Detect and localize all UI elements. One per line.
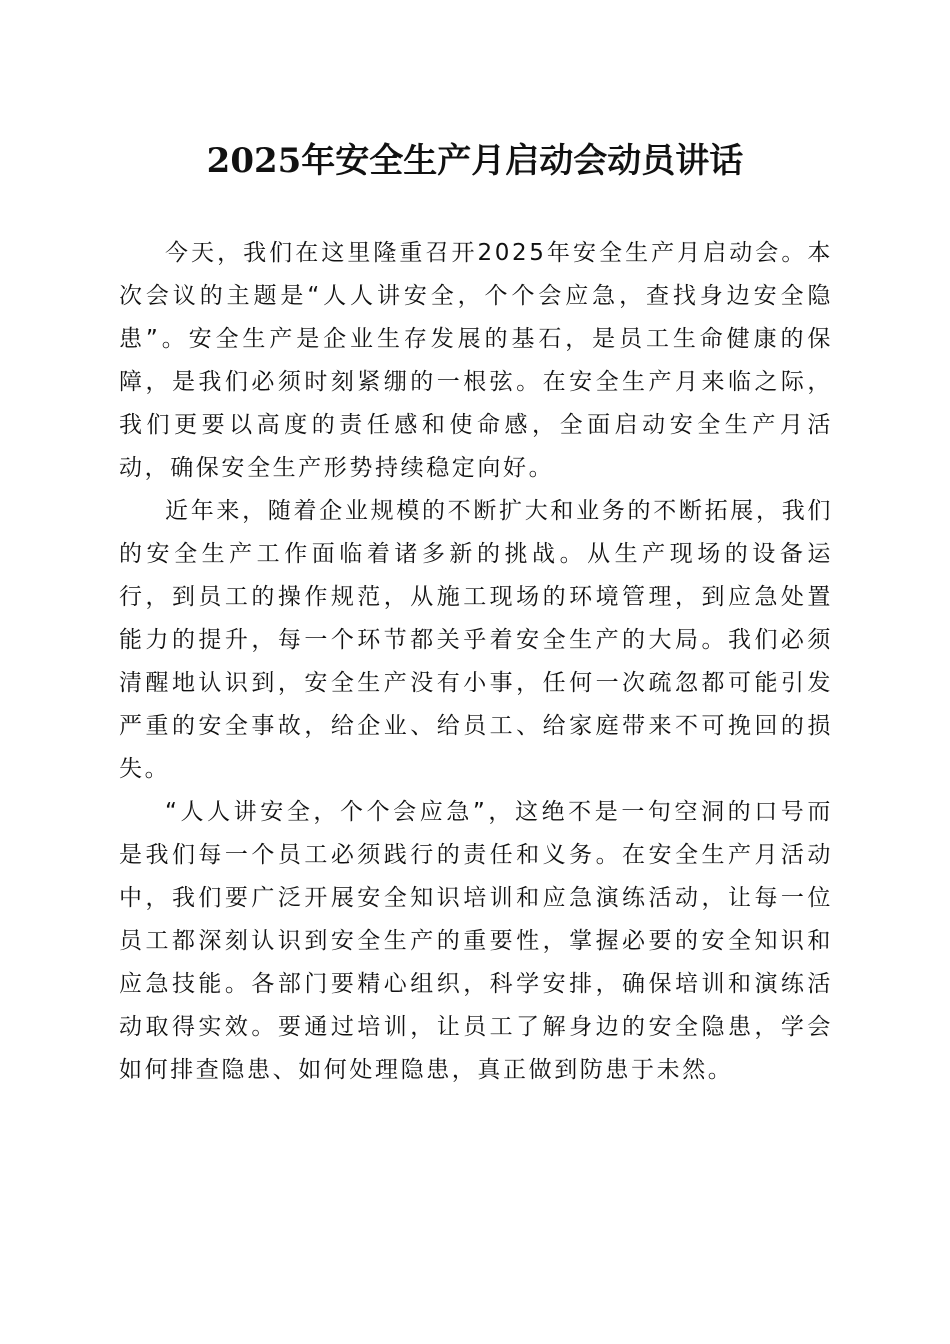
paragraph-3: “人人讲安全，个个会应急”，这绝不是一句空洞的口号而是我们每一个员工必须践行的责任和义务。在安全生产月活动中，我们要广泛开展安全知识培训和应急演练活动，让每一位员工都深刻认识到安全生产的重要性，掌握必要的安全知识和应急技能。各部门要精心组织，科学安排，确保培训和演练活动取得实效。要通过培训，让员工了解身边的安全隐患，学会如何排查隐患、如何处理隐患，真正做到防患于未然。 — [119, 799, 833, 1083]
document-title: 2025年安全生产月启动会动员讲话 — [206, 141, 744, 181]
paragraph-1: 今天，我们在这里隆重召开2025年安全生产月启动会。本次会议的主题是“人人讲安全，个个会应急，查找身边安全隐患”。安全生产是企业生存发展的基石，是员工生命健康的保障，是我们必须时刻紧绷的一根弦。在安全生产月来临之际，我们更要以高度的责任感和使命感，全面启动安全生产月活动，确保安全生产形势持续稳定向好。 — [119, 240, 833, 481]
document-body — [119, 232, 833, 1092]
paragraph-2: 近年来，随着企业规模的不断扩大和业务的不断拓展，我们的安全生产工作面临着诸多新的挑战。从生产现场的设备运行，到员工的操作规范，从施工现场的环境管理，到应急处置能力的提升，每一个环节都关乎着安全生产的大局。我们必须清醒地认识到，安全生产没有小事，任何一次疏忽都可能引发严重的安全事故，给企业、给员工、给家庭带来不可挽回的损失。 — [119, 498, 833, 782]
